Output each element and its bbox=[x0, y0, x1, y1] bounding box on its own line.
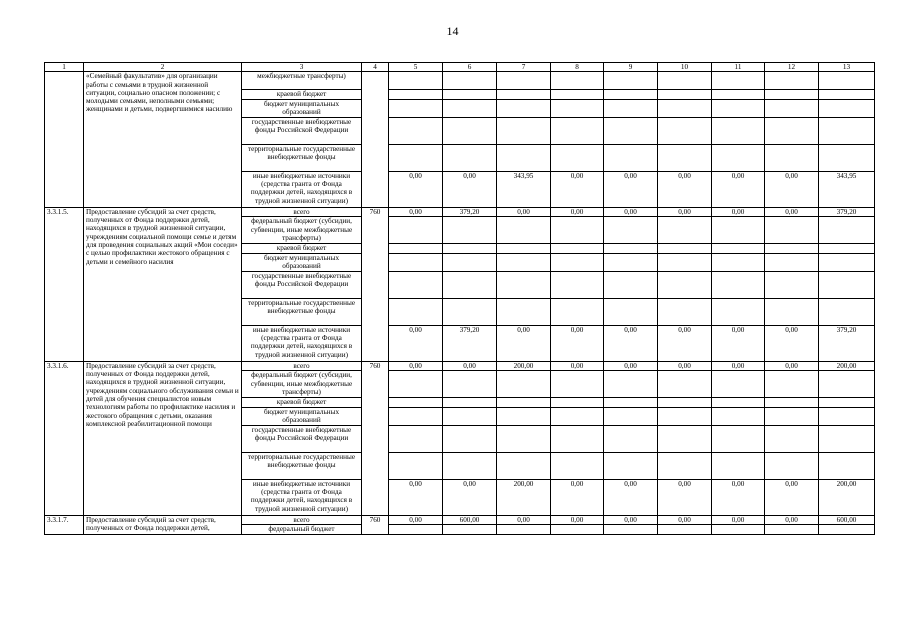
value-cell bbox=[497, 425, 551, 452]
value-cell bbox=[819, 217, 875, 244]
value-cell bbox=[497, 271, 551, 298]
value-cell bbox=[497, 99, 551, 117]
funding-source: межбюджетные трансферты) bbox=[242, 72, 362, 90]
value-cell bbox=[658, 99, 712, 117]
column-number-row bbox=[45, 63, 875, 72]
funding-source: территориальные государственные внебюджетные фонды bbox=[242, 298, 362, 325]
value-cell: 0,00 bbox=[551, 515, 604, 525]
value-cell bbox=[497, 117, 551, 144]
value-cell bbox=[497, 253, 551, 271]
value-cell bbox=[765, 525, 819, 535]
value-cell: 200,00 bbox=[819, 479, 875, 515]
value-cell bbox=[497, 525, 551, 535]
value-cell: 0,00 bbox=[604, 361, 658, 371]
value-cell bbox=[497, 407, 551, 425]
value-cell bbox=[551, 407, 604, 425]
value-cell bbox=[443, 72, 497, 90]
value-cell bbox=[551, 271, 604, 298]
item-description: «Семейный факультатив» для организации работы с семьями в трудной жизненной ситуации, социально опасном положении; с молодыми семьями, неполными семьями; женщинами и детьми, подвергшимися насилию bbox=[84, 72, 242, 208]
value-cell bbox=[443, 398, 497, 408]
value-cell bbox=[551, 398, 604, 408]
value-cell bbox=[551, 298, 604, 325]
value-cell: 0,00 bbox=[658, 479, 712, 515]
value-cell: 343,95 bbox=[497, 171, 551, 207]
value-cell bbox=[765, 244, 819, 254]
value-cell: 0,00 bbox=[604, 479, 658, 515]
value-cell bbox=[658, 371, 712, 398]
value-cell bbox=[658, 298, 712, 325]
value-cell bbox=[765, 72, 819, 90]
funding-source: всего bbox=[242, 361, 362, 371]
value-cell: 0,00 bbox=[604, 515, 658, 525]
value-cell bbox=[443, 90, 497, 100]
value-cell: 379,20 bbox=[443, 207, 497, 217]
funding-source: бюджет муниципальных образований bbox=[242, 99, 362, 117]
value-cell: 379,20 bbox=[819, 325, 875, 361]
value-cell bbox=[819, 90, 875, 100]
value-cell bbox=[712, 525, 765, 535]
value-cell bbox=[819, 298, 875, 325]
value-cell: 200,00 bbox=[497, 479, 551, 515]
value-cell bbox=[712, 253, 765, 271]
value-cell bbox=[712, 298, 765, 325]
funding-source: иные внебюджетные источники (средства гранта от Фонда поддержки детей, находящихся в трудной жизненной ситуации) bbox=[242, 325, 362, 361]
item-number: 3.3.1.6. bbox=[45, 361, 84, 515]
column-number: 10 bbox=[658, 63, 712, 72]
funding-source: территориальные государственные внебюджетные фонды bbox=[242, 452, 362, 479]
value-cell bbox=[712, 72, 765, 90]
value-cell bbox=[765, 425, 819, 452]
value-cell bbox=[658, 525, 712, 535]
value-cell bbox=[712, 144, 765, 171]
value-cell bbox=[819, 99, 875, 117]
value-cell bbox=[819, 271, 875, 298]
value-cell bbox=[551, 525, 604, 535]
value-cell bbox=[389, 217, 443, 244]
funding-source: краевой бюджет bbox=[242, 398, 362, 408]
value-cell bbox=[443, 425, 497, 452]
value-cell: 0,00 bbox=[658, 207, 712, 217]
value-cell bbox=[443, 452, 497, 479]
value-cell bbox=[658, 271, 712, 298]
value-cell bbox=[389, 99, 443, 117]
value-cell bbox=[443, 144, 497, 171]
value-cell bbox=[819, 398, 875, 408]
value-cell bbox=[497, 298, 551, 325]
value-cell bbox=[819, 452, 875, 479]
value-cell bbox=[389, 371, 443, 398]
value-cell bbox=[497, 90, 551, 100]
value-cell bbox=[389, 90, 443, 100]
value-cell: 0,00 bbox=[551, 479, 604, 515]
value-cell bbox=[819, 244, 875, 254]
value-cell bbox=[443, 298, 497, 325]
value-cell bbox=[389, 253, 443, 271]
value-cell: 0,00 bbox=[712, 361, 765, 371]
value-cell bbox=[765, 452, 819, 479]
table-row bbox=[45, 207, 875, 217]
item-code: 760 bbox=[362, 207, 389, 361]
value-cell bbox=[604, 398, 658, 408]
column-number: 2 bbox=[84, 63, 242, 72]
value-cell bbox=[819, 425, 875, 452]
value-cell bbox=[443, 99, 497, 117]
value-cell: 0,00 bbox=[765, 171, 819, 207]
value-cell bbox=[765, 398, 819, 408]
value-cell: 0,00 bbox=[658, 361, 712, 371]
value-cell bbox=[819, 407, 875, 425]
value-cell bbox=[604, 371, 658, 398]
column-number: 1 bbox=[45, 63, 84, 72]
value-cell bbox=[551, 117, 604, 144]
value-cell bbox=[765, 117, 819, 144]
value-cell bbox=[389, 425, 443, 452]
value-cell: 0,00 bbox=[712, 207, 765, 217]
value-cell bbox=[658, 398, 712, 408]
value-cell bbox=[604, 217, 658, 244]
value-cell: 0,00 bbox=[658, 325, 712, 361]
value-cell bbox=[765, 253, 819, 271]
value-cell bbox=[765, 298, 819, 325]
table-body bbox=[45, 63, 875, 535]
funding-source: бюджет муниципальных образований bbox=[242, 407, 362, 425]
item-description: Предоставление субсидий за счет средств, полученных от Фонда поддержки детей, находящихся в трудной жизненной ситуации, учреждениям социальной помощи семье и детям для проведения социальных акций «Мои соседи» с целью профилактики жестокого обращения с детьми и семейного насилия bbox=[84, 207, 242, 361]
funding-source: территориальные государственные внебюджетные фонды bbox=[242, 144, 362, 171]
value-cell bbox=[551, 72, 604, 90]
value-cell: 0,00 bbox=[497, 207, 551, 217]
funding-source: федеральный бюджет (субсидии, субвенции, иные межбюджетные трансферты) bbox=[242, 371, 362, 398]
value-cell bbox=[658, 253, 712, 271]
value-cell bbox=[712, 99, 765, 117]
value-cell bbox=[389, 525, 443, 535]
value-cell: 0,00 bbox=[712, 479, 765, 515]
value-cell bbox=[551, 425, 604, 452]
item-code: 760 bbox=[362, 515, 389, 534]
value-cell: 600,00 bbox=[819, 515, 875, 525]
value-cell bbox=[819, 371, 875, 398]
column-number: 7 bbox=[497, 63, 551, 72]
value-cell: 0,00 bbox=[712, 171, 765, 207]
value-cell bbox=[497, 371, 551, 398]
value-cell: 0,00 bbox=[551, 361, 604, 371]
value-cell bbox=[658, 407, 712, 425]
value-cell: 0,00 bbox=[658, 515, 712, 525]
value-cell bbox=[497, 398, 551, 408]
value-cell bbox=[443, 253, 497, 271]
value-cell bbox=[658, 144, 712, 171]
funding-source: краевой бюджет bbox=[242, 244, 362, 254]
value-cell bbox=[551, 371, 604, 398]
value-cell bbox=[819, 525, 875, 535]
value-cell bbox=[604, 298, 658, 325]
funding-source: иные внебюджетные источники (средства гранта от Фонда поддержки детей, находящихся в трудной жизненной ситуации) bbox=[242, 479, 362, 515]
column-number: 8 bbox=[551, 63, 604, 72]
item-description: Предоставление субсидий за счет средств, полученных от Фонда поддержки детей, bbox=[84, 515, 242, 534]
value-cell bbox=[712, 217, 765, 244]
value-cell bbox=[604, 72, 658, 90]
table-row bbox=[45, 515, 875, 525]
value-cell bbox=[712, 271, 765, 298]
item-number bbox=[45, 72, 84, 208]
value-cell bbox=[497, 217, 551, 244]
value-cell bbox=[497, 244, 551, 254]
value-cell bbox=[443, 217, 497, 244]
value-cell bbox=[551, 99, 604, 117]
value-cell bbox=[604, 253, 658, 271]
value-cell bbox=[765, 407, 819, 425]
value-cell: 0,00 bbox=[497, 515, 551, 525]
value-cell: 0,00 bbox=[497, 325, 551, 361]
value-cell: 0,00 bbox=[551, 207, 604, 217]
value-cell bbox=[604, 144, 658, 171]
funding-source: государственные внебюджетные фонды Российской Федерации bbox=[242, 271, 362, 298]
value-cell bbox=[551, 144, 604, 171]
value-cell bbox=[604, 99, 658, 117]
value-cell bbox=[443, 407, 497, 425]
value-cell bbox=[765, 90, 819, 100]
column-number: 11 bbox=[712, 63, 765, 72]
value-cell bbox=[658, 452, 712, 479]
value-cell bbox=[497, 144, 551, 171]
budget-table bbox=[44, 62, 875, 535]
value-cell bbox=[658, 90, 712, 100]
value-cell: 0,00 bbox=[389, 171, 443, 207]
value-cell: 0,00 bbox=[389, 325, 443, 361]
value-cell bbox=[712, 452, 765, 479]
funding-source: государственные внебюджетные фонды Российской Федерации bbox=[242, 117, 362, 144]
value-cell bbox=[604, 244, 658, 254]
value-cell bbox=[658, 217, 712, 244]
value-cell bbox=[765, 371, 819, 398]
value-cell bbox=[389, 271, 443, 298]
value-cell bbox=[712, 244, 765, 254]
value-cell bbox=[658, 72, 712, 90]
value-cell bbox=[819, 117, 875, 144]
value-cell bbox=[819, 253, 875, 271]
value-cell: 200,00 bbox=[819, 361, 875, 371]
item-description: Предоставление субсидий за счет средств, полученных от Фонда поддержки детей, находящихся в трудной жизненной ситуации, учреждениям социального обслуживания семьи и детей для обучения специалистов новым технологиям работы по профилактике насилия и жестокого обращения с детьми, оказания комплексной реабилитационной помощи bbox=[84, 361, 242, 515]
value-cell: 0,00 bbox=[658, 171, 712, 207]
column-number: 3 bbox=[242, 63, 362, 72]
item-number: 3.3.1.7. bbox=[45, 515, 84, 534]
column-number: 13 bbox=[819, 63, 875, 72]
value-cell: 0,00 bbox=[765, 325, 819, 361]
value-cell: 0,00 bbox=[389, 479, 443, 515]
value-cell bbox=[551, 217, 604, 244]
value-cell: 600,00 bbox=[443, 515, 497, 525]
table-row bbox=[45, 361, 875, 371]
value-cell bbox=[712, 425, 765, 452]
column-number: 6 bbox=[443, 63, 497, 72]
value-cell bbox=[443, 244, 497, 254]
value-cell bbox=[765, 217, 819, 244]
column-number: 4 bbox=[362, 63, 389, 72]
value-cell: 0,00 bbox=[551, 171, 604, 207]
value-cell bbox=[712, 398, 765, 408]
funding-source: краевой бюджет bbox=[242, 90, 362, 100]
value-cell bbox=[443, 371, 497, 398]
value-cell bbox=[712, 407, 765, 425]
value-cell: 0,00 bbox=[712, 515, 765, 525]
value-cell: 0,00 bbox=[604, 207, 658, 217]
value-cell: 0,00 bbox=[604, 171, 658, 207]
value-cell: 0,00 bbox=[443, 361, 497, 371]
value-cell bbox=[389, 407, 443, 425]
value-cell bbox=[389, 452, 443, 479]
value-cell bbox=[551, 90, 604, 100]
funding-source: государственные внебюджетные фонды Российской Федерации bbox=[242, 425, 362, 452]
value-cell bbox=[658, 244, 712, 254]
value-cell: 379,20 bbox=[443, 325, 497, 361]
funding-source: федеральный бюджет bbox=[242, 525, 362, 535]
value-cell: 0,00 bbox=[765, 207, 819, 217]
value-cell bbox=[604, 407, 658, 425]
value-cell bbox=[658, 425, 712, 452]
value-cell bbox=[389, 244, 443, 254]
value-cell: 0,00 bbox=[389, 361, 443, 371]
value-cell bbox=[712, 117, 765, 144]
value-cell bbox=[443, 117, 497, 144]
value-cell: 0,00 bbox=[712, 325, 765, 361]
value-cell bbox=[443, 271, 497, 298]
funding-source: иные внебюджетные источники (средства гранта от Фонда поддержки детей, находящихся в трудной жизненной ситуации) bbox=[242, 171, 362, 207]
value-cell: 0,00 bbox=[389, 515, 443, 525]
value-cell bbox=[765, 144, 819, 171]
value-cell: 0,00 bbox=[389, 207, 443, 217]
column-number: 5 bbox=[389, 63, 443, 72]
funding-source: бюджет муниципальных образований bbox=[242, 253, 362, 271]
value-cell: 0,00 bbox=[551, 325, 604, 361]
value-cell bbox=[389, 144, 443, 171]
value-cell bbox=[389, 117, 443, 144]
value-cell: 0,00 bbox=[443, 479, 497, 515]
value-cell: 0,00 bbox=[604, 325, 658, 361]
value-cell bbox=[604, 117, 658, 144]
value-cell bbox=[765, 99, 819, 117]
value-cell bbox=[604, 271, 658, 298]
value-cell bbox=[712, 371, 765, 398]
column-number: 12 bbox=[765, 63, 819, 72]
value-cell: 0,00 bbox=[765, 479, 819, 515]
value-cell bbox=[765, 271, 819, 298]
value-cell bbox=[497, 452, 551, 479]
item-number: 3.3.1.5. bbox=[45, 207, 84, 361]
value-cell bbox=[497, 72, 551, 90]
value-cell bbox=[819, 72, 875, 90]
column-number: 9 bbox=[604, 63, 658, 72]
funding-source: всего bbox=[242, 207, 362, 217]
table-row bbox=[45, 72, 875, 90]
value-cell: 0,00 bbox=[765, 515, 819, 525]
value-cell bbox=[712, 90, 765, 100]
funding-source: всего bbox=[242, 515, 362, 525]
value-cell bbox=[389, 398, 443, 408]
value-cell: 0,00 bbox=[765, 361, 819, 371]
item-code bbox=[362, 72, 389, 208]
item-code: 760 bbox=[362, 361, 389, 515]
page-number: 14 bbox=[446, 24, 459, 38]
value-cell: 379,20 bbox=[819, 207, 875, 217]
value-cell bbox=[551, 452, 604, 479]
value-cell bbox=[551, 253, 604, 271]
funding-source: федеральный бюджет (субсидии, субвенции, иные межбюджетные трансферты) bbox=[242, 217, 362, 244]
value-cell bbox=[604, 425, 658, 452]
value-cell bbox=[443, 525, 497, 535]
value-cell: 343,95 bbox=[819, 171, 875, 207]
value-cell bbox=[604, 525, 658, 535]
value-cell bbox=[389, 72, 443, 90]
value-cell bbox=[658, 117, 712, 144]
value-cell bbox=[389, 298, 443, 325]
value-cell bbox=[551, 244, 604, 254]
value-cell bbox=[604, 452, 658, 479]
value-cell bbox=[604, 90, 658, 100]
value-cell: 0,00 bbox=[443, 171, 497, 207]
value-cell bbox=[819, 144, 875, 171]
value-cell: 200,00 bbox=[497, 361, 551, 371]
